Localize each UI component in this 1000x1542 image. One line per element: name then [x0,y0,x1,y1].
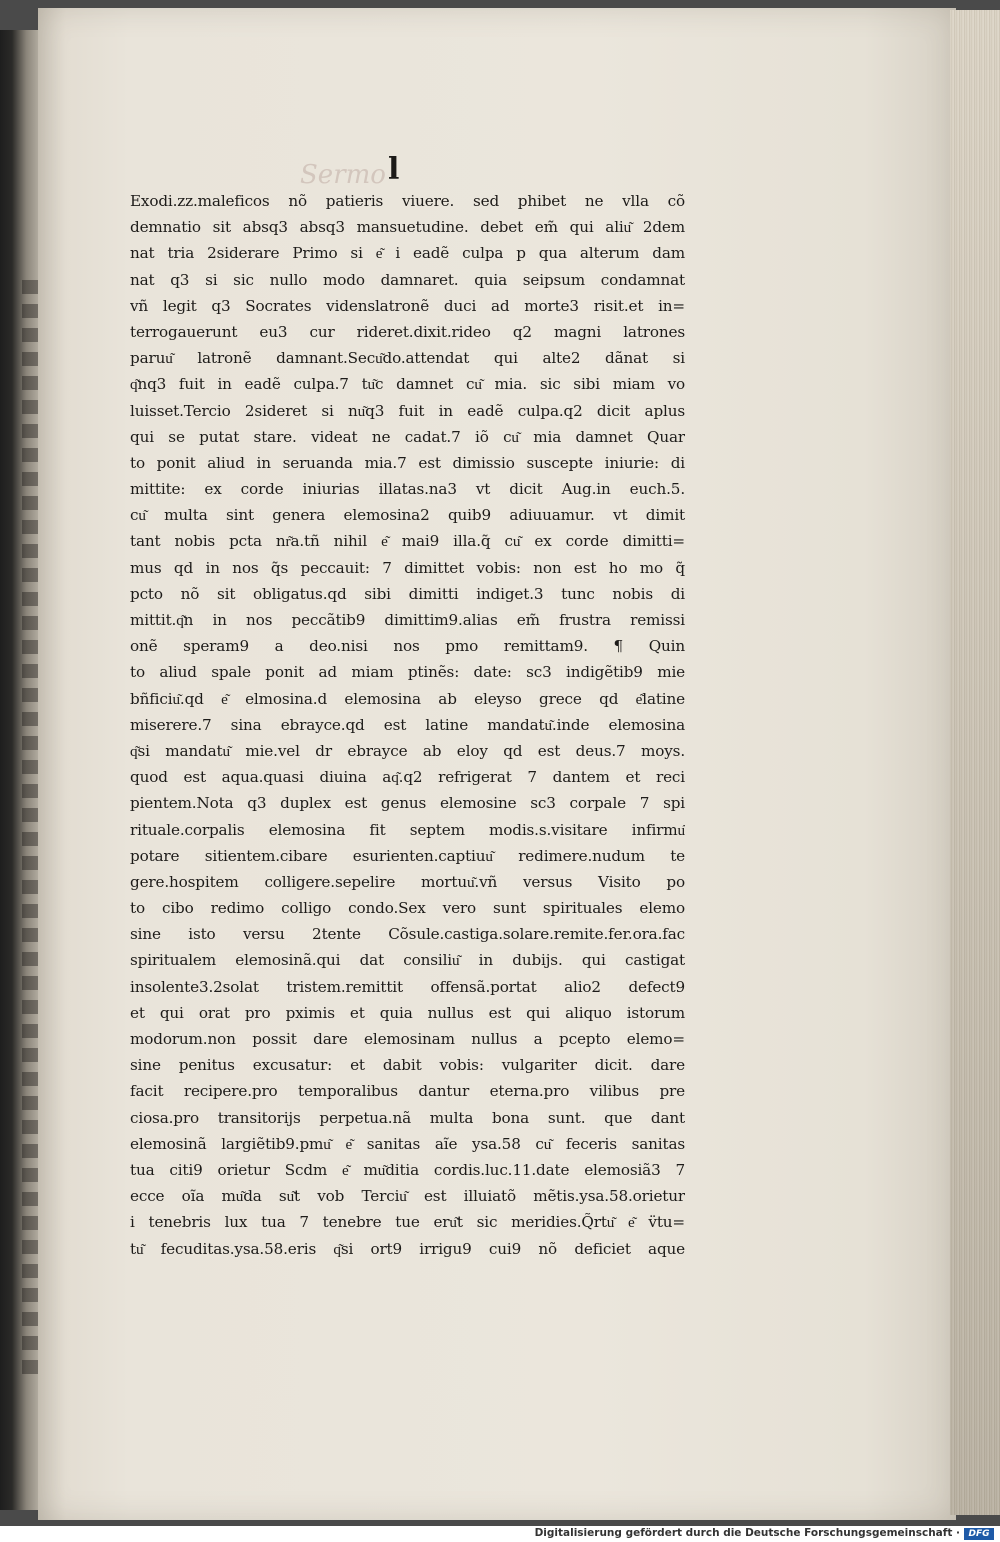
text-line: luisset.Tercio 2sideret si nu͂q3 fuit in eadẽ culpa.q2 dicit aplus [130,401,685,420]
text-line: quod est aqua.quasi diuina aq͂.q2 refrigerat 7 dantem et reci [130,768,685,787]
text-line: modorum.non possit dare elemosinam nullus a pcepto elemo= [130,1030,685,1048]
text-line: insolente3.2solat tristem.remittit offensã.portat alio2 defect9 [130,977,685,996]
text-line: to cibo redimo colligo condo.Sex vero sunt spirituales elemo [130,899,685,918]
text-line: i tenebris lux tua 7 tenebre tue eru͂t sic meridies.Q̃rtu͂ e͂ v̈tu= [130,1213,685,1232]
text-line: spiritualem elemosinã.qui dat consiliu͂ in dubijs. qui castigat [130,951,685,970]
text-line: gere.hospitem colligere.sepelire mortuu͂.vñ versus Visito po [130,872,685,891]
text-column [130,188,685,1262]
show-through-heading: Sermo [300,160,386,190]
text-line: q͂nq3 fuit in eadẽ culpa.7 tu͂c damnet cu͂ mia. sic sibi miam vo [130,375,685,394]
text-line: paruu͂ latronẽ damnant.Secu͂do.attendat qui alte2 dãnat si [130,349,685,368]
page-fore-edge-shade [950,10,1000,1515]
text-line: q͂si mandatu͂ mie.vel dr ebrayce ab eloy qd est deus.7 moys. [130,741,685,760]
text-line: cu͂ multa sint genera elemosina2 quib9 adiuuamur. vt dimit [130,506,685,525]
text-line: tant nobis pcta nr͂a.tñ nihil e͂ mai9 illa.q̃ cu͂ ex corde dimitti= [130,532,685,551]
text-line: vñ legit q3 Socrates videnslatronẽ duci ad morte3 risit.et in= [130,296,685,315]
text-line: tua citi9 orietur Scdm e͂ mu͂ditia cordis.luc.11.date elemosiã3 7 [130,1160,685,1179]
text-line: sine penitus excusatur: et dabit vobis: vulgariter dicit. dare [130,1056,685,1075]
text-line: rituale.corpalis elemosina fit septem modis.s.visitare infirmu͂ [130,820,685,839]
text-line: qui se putat stare. videat ne cadat.7 iõ cu͂ mia damnet Quar [130,427,685,446]
text-line: nat tria 2siderare Primo si e͂ i eadẽ culpa p qua alterum dam [130,244,685,263]
text-line: pcto nõ sit obligatus.qd sibi dimitti indiget.3 tunc nobis di [130,584,685,603]
text-line: terrogauerunt eu3 cur rideret.dixit.rideo q2 magni latrones [130,322,685,341]
text-line: sine isto versu 2tente Cõsule.castiga.solare.remite.fer.ora.fac [130,925,685,944]
text-line: et qui orat pro pximis et quia nullus est qui aliquo istorum [130,1003,685,1022]
text-line: mittite: ex corde iniurias illatas.na3 vt dicit Aug.in euch.5. [130,480,685,499]
text-line: mus qd in nos q̃s peccauit: 7 dimittet vobis: non est ho mo q̃ [130,558,685,577]
text-line: bñficiu͂.qd e͂ elmosina.d elemosina ab eleyso grece qd e͂latine [130,689,685,708]
text-line: ciosa.pro transitorijs perpetua.nã multa bona sunt. que dant [130,1108,685,1127]
folio-number: l [388,152,400,187]
text-line: potare sitientem.cibare esurienten.captiuu͂ redimere.nudum te [130,846,685,865]
text-line: elemosinã largiẽtib9.pmu͂ e͂ sanitas aĩe ysa.58 cu͂ feceris sanitas [130,1134,685,1153]
footer-credit: Digitalisierung gefördert durch die Deutsche Forschungsgemeinschaft · [534,1527,960,1539]
text-line: mittit.q͂n in nos peccãtib9 dimittim9.alias em̃ frustra remissi [130,611,685,629]
text-line: onẽ speram9 a deo.nisi nos pmo remittam9. ¶ Quin [130,637,685,656]
text-line: to aliud spale ponit ad miam ptinẽs: date: sc3 indigẽtib9 mie [130,663,685,682]
text-line: tu͂ fecuditas.ysa.58.eris q͂si ort9 irrigu9 cui9 nõ deficiet aque [130,1239,685,1258]
text-line: ecce oĩa mu͂da su͂t vob Terciu͂ est illuiatõ mẽtis.ysa.58.orietur [130,1187,685,1206]
text-line: pientem.Nota q3 duplex est genus elemosine sc3 corpale 7 spi [130,794,685,813]
text-line: Exodi.zz.maleficos nõ patieris viuere. sed phibet ne vlla cõ [130,192,685,210]
text-line: demnatio sit absq3 absq3 mansuetudine. debet em̃ qui aliu͂ 2dem [130,218,685,237]
text-line: facit recipere.pro temporalibus dantur eterna.pro vilibus pre [130,1082,685,1101]
text-line: miserere.7 sina ebrayce.qd est latine mandatu͂.inde elemosina [130,715,685,734]
dfg-logo: DFG [964,1528,994,1540]
text-line: to ponit aliud in seruanda mia.7 est dimissio suscepte iniurie: di [130,453,685,472]
text-line: nat q3 si sic nullo modo damnaret. quia seipsum condamnat [130,270,685,289]
